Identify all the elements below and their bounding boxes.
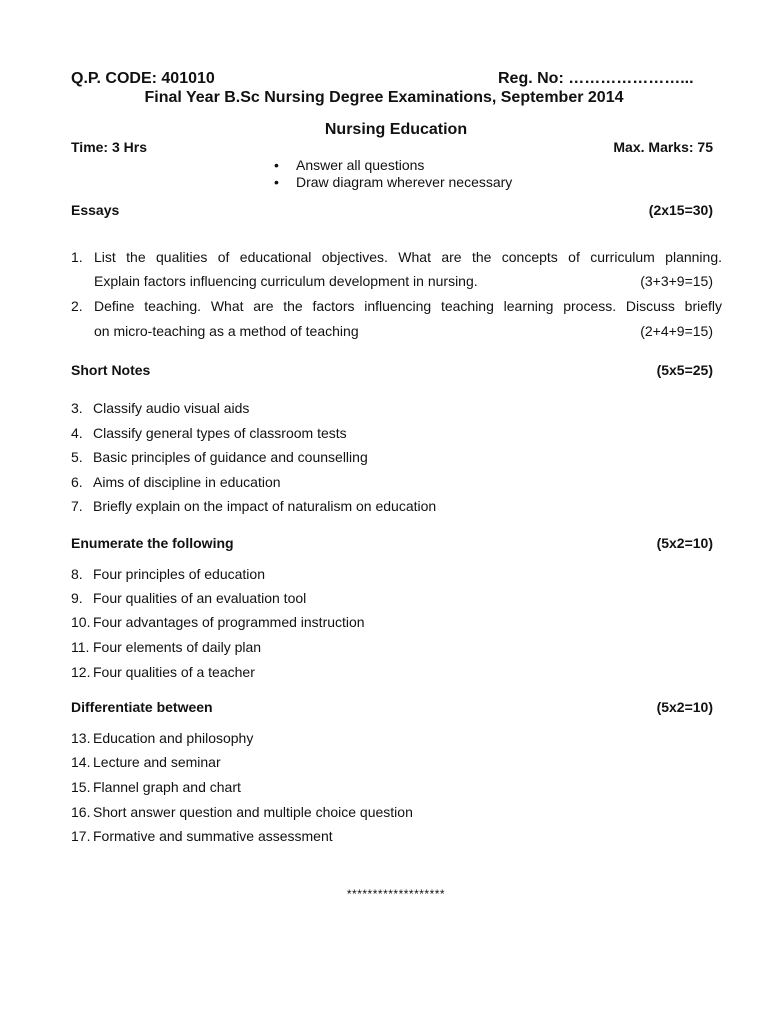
question-8: 8. Four principles of education [71,566,265,582]
question-text: on micro-teaching as a method of teaching [94,323,359,339]
bullet-icon: • [274,174,279,190]
section-marks-differentiate: (5x2=10) [656,699,713,715]
question-text: Define teaching. What are the factors influencing teaching learning process. Discuss briefly [94,298,722,314]
question-3: 3. Classify audio visual aids [71,400,250,416]
question-9: 9. Four qualities of an evaluation tool [71,590,307,606]
question-13: 13. Education and philosophy [71,730,254,746]
instruction-item: • Answer all questions [274,157,425,173]
question-10: 10. Four advantages of programmed instruction [71,614,365,630]
subject-title: Nursing Education [324,121,468,138]
question-5: 5. Basic principles of guidance and counselling [71,449,368,465]
question-12: 12. Four qualities of a teacher [71,664,255,680]
exam-title: Final Year B.Sc Nursing Degree Examinations, September 2014 [144,89,624,106]
question-17: 17. Formative and summative assessment [71,828,333,844]
bullet-icon: • [274,157,279,173]
question-6: 6. Aims of discipline in education [71,474,281,490]
question-marks: (2+4+9=15) [640,323,713,339]
question-text: List the qualities of educational objectives. What are the concepts of curriculum planning. [94,249,722,265]
question-14: 14. Lecture and seminar [71,754,221,770]
section-title-short-notes: Short Notes [71,362,151,378]
section-title-differentiate: Differentiate between [71,699,213,715]
question-7: 7. Briefly explain on the impact of naturalism on education [71,498,437,514]
section-marks-short-notes: (5x5=25) [656,362,713,378]
question-text: Explain factors influencing curriculum development in nursing. [94,273,478,289]
question-marks: (3+3+9=15) [640,273,713,289]
reg-no: Reg. No: …………………... [498,70,694,87]
section-title-essays: Essays [71,202,120,218]
question-4: 4. Classify general types of classroom tests [71,425,347,441]
section-marks-enumerate: (5x2=10) [656,535,713,551]
max-marks: Max. Marks: 75 [613,139,713,155]
section-title-enumerate: Enumerate the following [71,535,234,551]
question-15: 15. Flannel graph and chart [71,779,241,795]
qp-code: Q.P. CODE: 401010 [71,70,215,87]
question-2: 2. Define teaching. What are the factors influencing teaching learning process. Discuss briefly [71,298,722,314]
question-16: 16. Short answer question and multiple choice question [71,804,413,820]
exam-time: Time: 3 Hrs [71,139,147,155]
question-11: 11. Four elements of daily plan [71,639,262,655]
question-1: 1. List the qualities of educational objectives. What are the concepts of curriculum planning. [71,249,722,265]
section-marks-essays: (2x15=30) [648,202,713,218]
instruction-item: • Draw diagram wherever necessary [274,174,513,190]
end-of-paper-marker: ******************* [346,887,446,901]
